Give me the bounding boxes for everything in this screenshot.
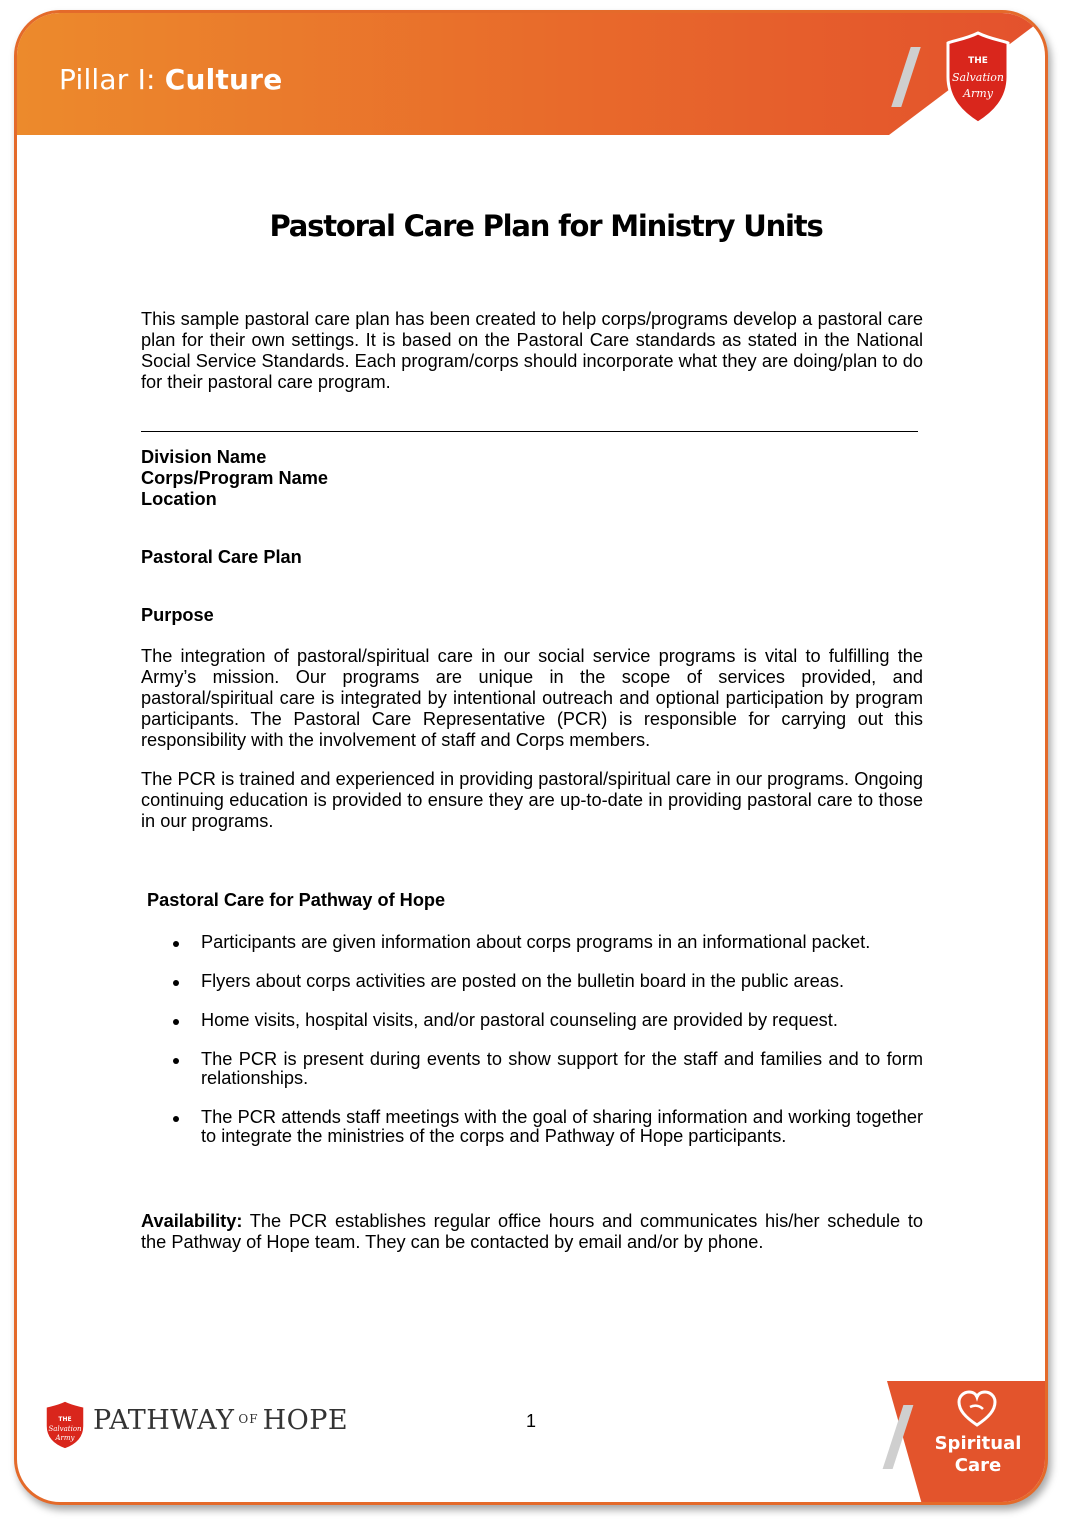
pathway-heading: Pastoral Care for Pathway of Hope	[147, 890, 446, 910]
availability-label: Availability:	[141, 1211, 243, 1231]
pillar-title: Pillar I: Culture	[59, 63, 283, 96]
bullet-icon	[173, 1116, 179, 1122]
corps-program-name-label: Corps/Program Name	[141, 468, 328, 488]
salvation-army-shield-icon	[942, 29, 1014, 127]
purpose-heading: Purpose	[141, 605, 214, 625]
purpose-paragraph-1: The integration of pastoral/spiritual care in our social service programs is vital to fulfilling the Army’s mission. Our programs are unique in the scope of services provided, and pastoral/spiritual care is integrated by intentional outreach and optional participation by program participants. The Pastoral Care Representative (PCR) is responsible for carrying out this responsibility with the involvement of staff and Corps members.	[141, 646, 923, 750]
document-title: Pastoral Care Plan for Ministry Units	[269, 209, 823, 243]
bullet-icon	[173, 1019, 179, 1025]
list-item: Participants are given information about corps programs in an informational packet.	[141, 933, 923, 952]
svg-text:THE: THE	[58, 1416, 72, 1423]
list-item: The PCR is present during events to show support for the staff and families and to form relationships.	[141, 1050, 923, 1088]
bullet-icon	[173, 941, 179, 947]
bullet-icon	[173, 1058, 179, 1064]
availability-paragraph: Availability: The PCR establishes regular office hours and communicates his/her schedule to the Pathway of Hope team. They can be contacted by email and/or by phone.	[141, 1211, 923, 1252]
list-item: Flyers about corps activities are posted on the bulletin board in the public areas.	[141, 972, 923, 991]
plan-heading: Pastoral Care Plan	[141, 547, 302, 567]
divider-line	[141, 431, 918, 432]
salvation-army-footer-shield-icon	[43, 1399, 87, 1451]
spiritual-care-label: Spiritual Care	[934, 1433, 1022, 1476]
purpose-paragraph-2: The PCR is trained and experienced in providing pastoral/spiritual care in our programs. Ongoing continuing education is provided to ensure they are up-to-date in providing pastoral care to those in our programs.	[141, 769, 923, 831]
svg-text:Salvation: Salvation	[48, 1425, 82, 1433]
list-item: Home visits, hospital visits, and/or pastoral counseling are provided by request.	[141, 1011, 923, 1030]
svg-text:Army: Army	[963, 87, 993, 100]
intro-paragraph: This sample pastoral care plan has been created to help corps/programs develop a pastoral care plan for their own settings. It is based on the Pastoral Care standards as stated in the National Social Service Standards. Each program/corps should incorporate what they are doing/plan to do for their pastoral care program.	[141, 309, 923, 392]
pathway-bullet-list	[141, 933, 923, 1166]
svg-text:Salvation: Salvation	[951, 71, 1005, 84]
page-frame	[14, 10, 1048, 1505]
svg-text:Army: Army	[55, 1434, 75, 1442]
bullet-icon	[173, 980, 179, 986]
page-number: 1	[526, 1411, 537, 1431]
svg-text:THE: THE	[968, 56, 988, 66]
list-item: The PCR attends staff meetings with the goal of sharing information and working together to integrate the ministries of the corps and Pathway of Hope participants.	[141, 1108, 923, 1146]
pathway-of-hope-wordmark: PATHWAY $^{OF}$ HOPE	[93, 1405, 349, 1436]
heart-icon	[955, 1389, 999, 1429]
division-name-label: Division Name	[141, 447, 267, 467]
location-label: Location	[141, 489, 217, 509]
